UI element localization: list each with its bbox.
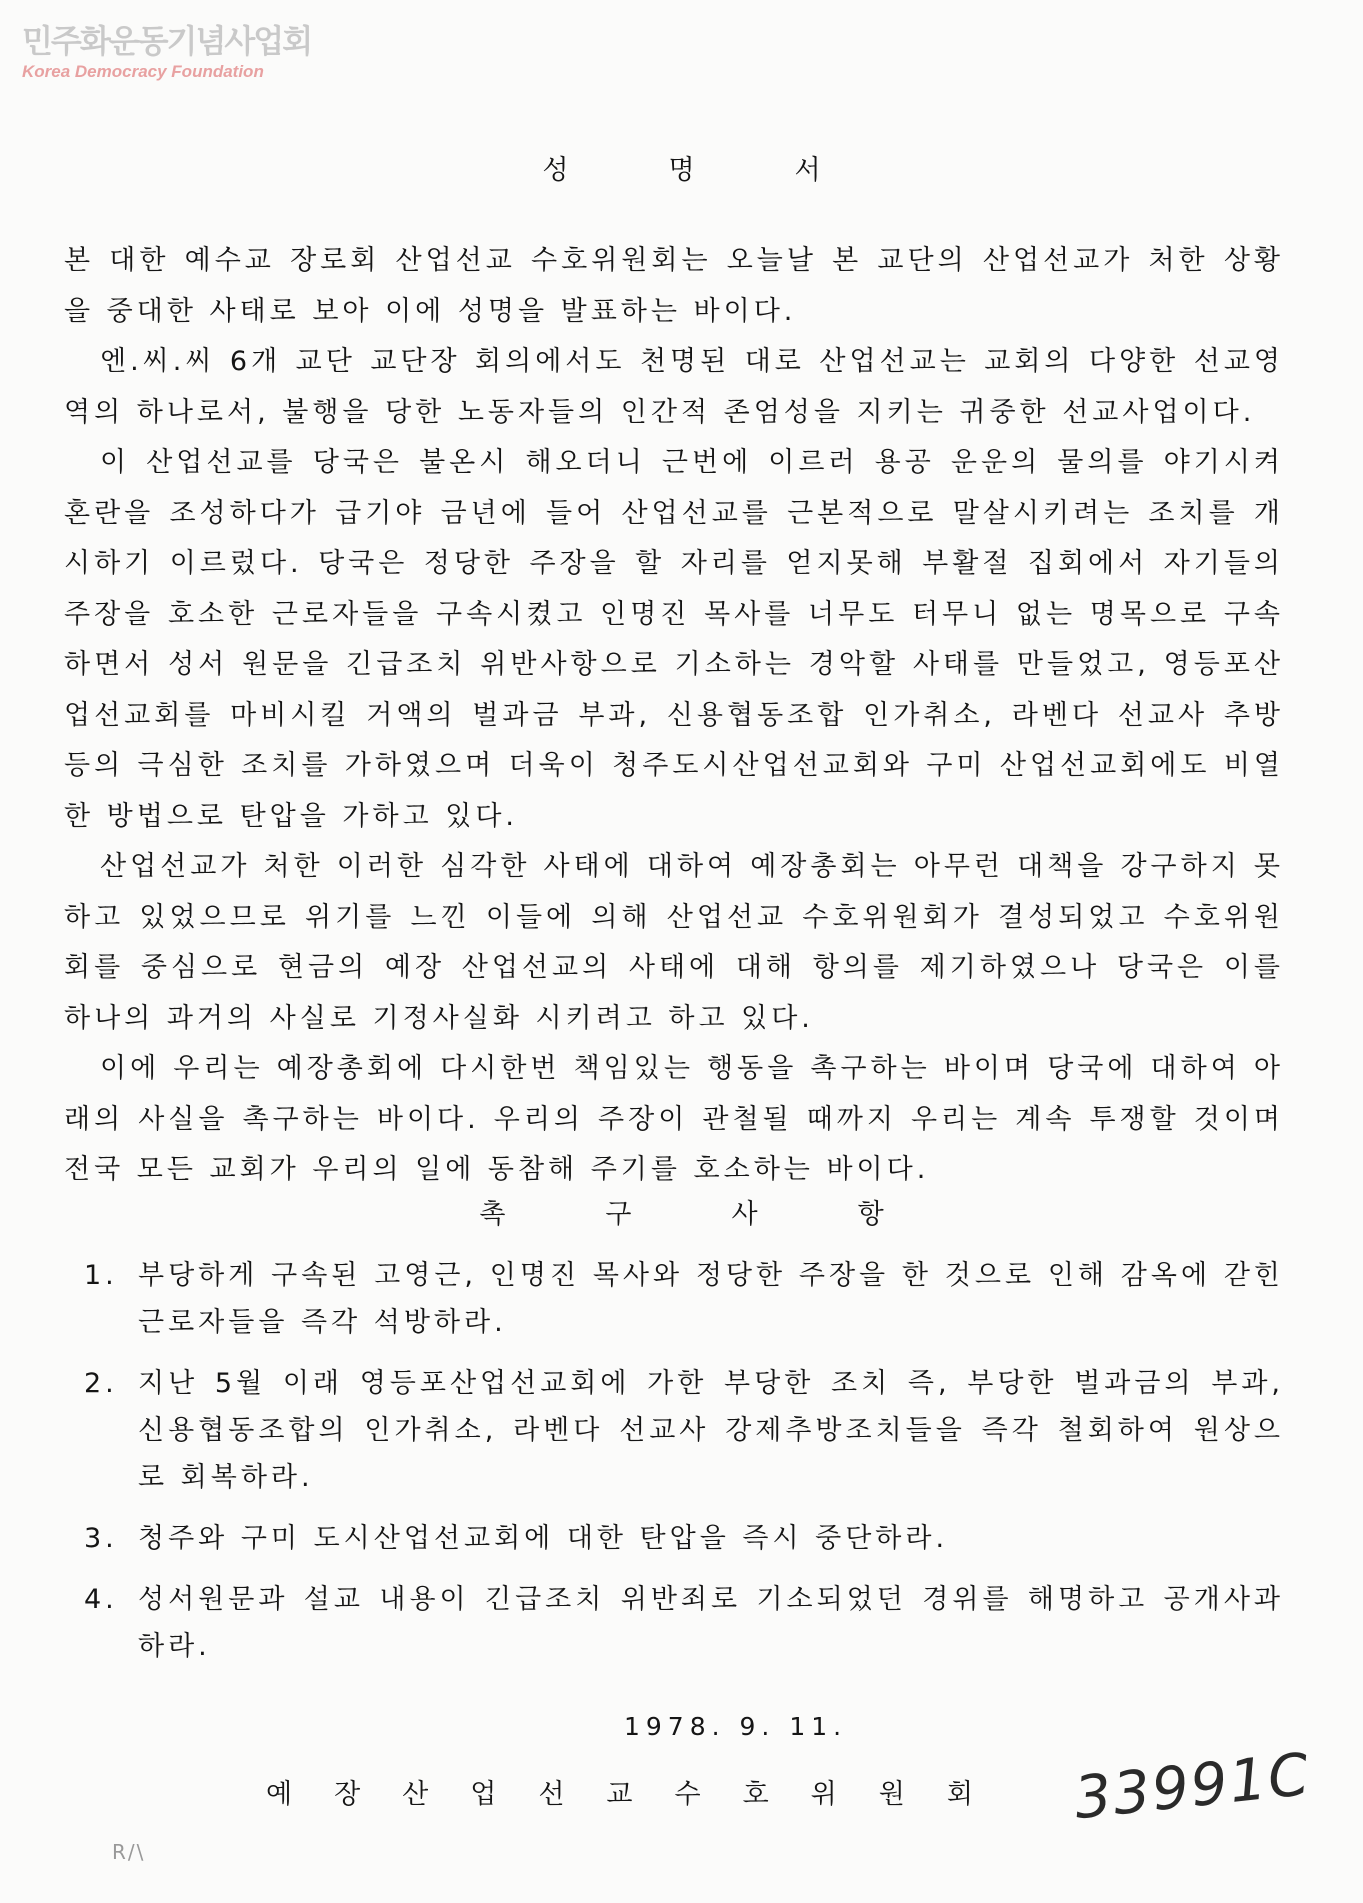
- demands-list: [84, 1252, 1284, 1684]
- demand-number: 1.: [84, 1260, 118, 1291]
- paragraph-3: 이 산업선교를 당국은 불온시 해오더니 근번에 이르러 용공 운운의 물의를 야기시켜 혼란을 조성하다가 급기야 금년에 들어 산업선교를 근본적으로 말살시키려는 조치를 개시하기 이르렀다. 당국은 정당한 주장을 할 자리를 얻지못해 부활절 집회에서 자기들의주장을 호소한 근로자들을 구속시켰고 인명진 목사를 너무도 터무니 없는 명목으로 구속하면서 성서 원문을 긴급조치 위반사항으로 기소하는 경악할 사태를 만들었고, 영등포산업선교회를 마비시킬 거액의 벌과금 부과, 신용협동조합 인가취소, 라벤다 선교사 추방등의 극심한 조치를 가하였으며 더욱이 청주도시산업선교회와 구미 산업선교회에도 비열한 방법으로 탄압을 가하고 있다.: [64, 447, 1284, 832]
- paragraph-2: 엔.씨.씨 6개 교단 교단장 회의에서도 천명된 대로 산업선교는 교회의 다양한 선교영역의 하나로서, 불행을 당한 노동자들의 인간적 존엄성을 지키는 귀중한 선교사업이다.: [64, 346, 1284, 428]
- paragraph-1: 본 대한 예수교 장로회 산업선교 수호위원회는 오늘날 본 교단의 산업선교가 처한 상황을 중대한 사태로 보아 이에 성명을 발표하는 바이다.: [64, 245, 1284, 327]
- demand-item-3: [84, 1515, 1284, 1562]
- demand-number: 3.: [84, 1523, 118, 1554]
- document-date: 1978. 9. 11.: [624, 1712, 848, 1741]
- paragraph-4: 산업선교가 처한 이러한 심각한 사태에 대하여 예장총회는 아무런 대책을 강구하지 못하고 있었으므로 위기를 느낀 이들에 의해 산업선교 수호위원회가 결성되었고 수호위원회를 중심으로 현금의 예장 산업선교의 사태에 대해 항의를 제기하였으나 당국은 이를 하나의 과거의 사실로 기정사실화 시키려고 하고 있다.: [64, 851, 1284, 1034]
- handwritten-archive-number: 33991C: [1071, 1739, 1314, 1833]
- demand-number: 2.: [84, 1368, 118, 1399]
- corner-scribble: R/\: [112, 1840, 146, 1864]
- demand-text: 청주와 구미 도시산업선교회에 대한 탄압을 즉시 중단하라.: [138, 1523, 949, 1554]
- demand-number: 4.: [84, 1584, 118, 1615]
- demand-item-1: [84, 1252, 1284, 1346]
- signatory-organization: 예장산업선교수호위원회: [266, 1779, 1015, 1810]
- demand-text: 성서원문과 설교 내용이 긴급조치 위반죄로 기소되었던 경위를 해명하고 공개사과하라.: [138, 1584, 1284, 1662]
- demand-text: 부당하게 구속된 고영근, 인명진 목사와 정당한 주장을 한 것으로 인해 감옥에 갇힌 근로자들을 즉각 석방하라.: [138, 1260, 1284, 1338]
- statement-body: [64, 236, 1284, 1196]
- watermark-korean: 민주화운동기념사업회: [22, 22, 312, 60]
- document-title: 성명서: [542, 155, 921, 186]
- watermark-english: Korea Democracy Foundation: [22, 62, 264, 81]
- demands-heading: 촉구사항: [479, 1199, 984, 1230]
- demand-item-4: [84, 1576, 1284, 1670]
- demand-text: 지난 5월 이래 영등포산업선교회에 가한 부당한 조치 즉, 부당한 벌과금의 부과, 신용협동조합의 인가취소, 라벤다 선교사 강제추방조치들을 즉각 철회하여 원상으로 회복하라.: [138, 1368, 1284, 1493]
- watermark-logo: [22, 22, 311, 82]
- demand-item-2: [84, 1360, 1284, 1501]
- paragraph-5: 이에 우리는 예장총회에 다시한번 책임있는 행동을 촉구하는 바이며 당국에 대하여 아래의 사실을 촉구하는 바이다. 우리의 주장이 관철될 때까지 우리는 계속 투쟁할 것이며 전국 모든 교회가 우리의 일에 동참해 주기를 호소하는 바이다.: [64, 1053, 1284, 1185]
